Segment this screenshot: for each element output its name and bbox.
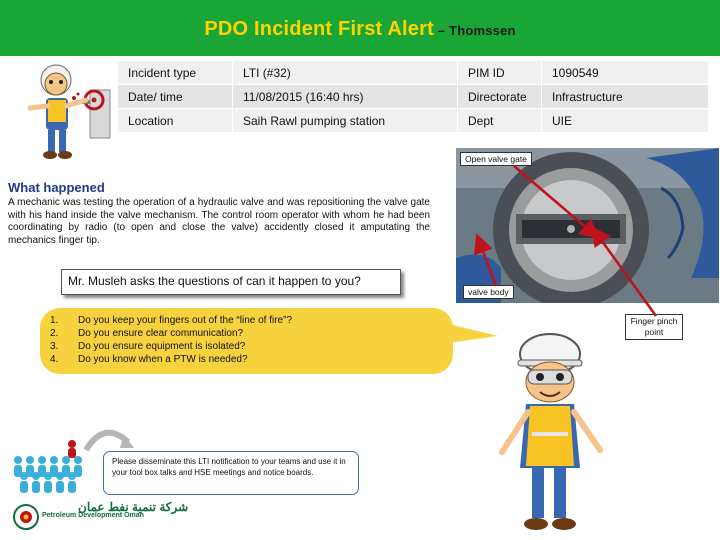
list-item: 4. Do you know when a PTW is needed?: [50, 354, 248, 365]
question-box: Mr. Musleh asks the questions of can it happen to you?: [61, 269, 401, 295]
workforce-crowd-icon: [10, 430, 90, 498]
list-item: 1. Do you keep your fingers out of the “line of fire”?: [50, 315, 293, 326]
directorate-value: Infrastructure: [542, 85, 709, 109]
open-valve-gate-label: Open valve gate: [460, 152, 532, 166]
date-time-value: 11/08/2015 (16:40 hrs): [233, 85, 458, 109]
what-happened-heading: What happened: [8, 180, 105, 195]
table-row: [118, 61, 709, 85]
date-time-label: Date/ time: [118, 85, 233, 109]
disseminate-note: Please disseminate this LTI notification to your teams and use it in your tool box talks and HSE meetings and notice boards.: [103, 451, 359, 495]
mascot-face: [45, 73, 67, 95]
arrow-open-gate: [514, 166, 596, 236]
mascot-musleh: [488, 332, 616, 540]
arrow-valve-body: [478, 238, 496, 286]
questions-list: [40, 308, 453, 366]
pdo-logo-arabic: شركة تنمية نفط عمان: [78, 500, 189, 514]
table-row: [118, 85, 709, 109]
curved-arrow-icon: [80, 420, 136, 454]
title-text: PDO Incident First Alert: [204, 18, 434, 40]
wall-panel: [90, 90, 110, 138]
list-item: 2. Do you ensure clear communication?: [50, 328, 244, 339]
pim-id-value: 1090549: [542, 61, 709, 85]
pdo-logo-icon: [12, 503, 40, 531]
page-title: [0, 18, 720, 41]
arrow-pinch-point: [594, 230, 656, 316]
mascot-valve-illustration: [14, 58, 114, 166]
questions-callout: [40, 308, 453, 374]
location-value: Saih Rawl pumping station: [233, 109, 458, 133]
incident-type-label: Incident type: [118, 61, 233, 85]
pdo-logo-text: Petroleum Development Oman: [42, 512, 144, 519]
title-subtitle: Thomssen: [449, 23, 516, 38]
location-label: Location: [118, 109, 233, 133]
valve-body-label: valve body: [463, 285, 514, 299]
title-separator: –: [433, 23, 450, 38]
what-happened-description: A mechanic was testing the operation of a hydraulic valve and was repositioning the valve gate with his hand inside the valve mechanism. The control room operator with whom he had been coordinating by radio (to open and close the valve) accidently closed it amputating the mechanics finger tip.: [8, 197, 430, 246]
dept-value: UIE: [542, 109, 709, 133]
directorate-label: Directorate: [458, 85, 542, 109]
header-banner: [0, 0, 720, 56]
pim-id-label: PIM ID: [458, 61, 542, 85]
incident-info-table: [117, 60, 709, 133]
photo-arrows: [456, 148, 720, 328]
list-item: 3. Do you ensure equipment is isolated?: [50, 341, 246, 352]
finger-pinch-label: Finger pinch point: [625, 314, 683, 340]
dept-label: Dept: [458, 109, 542, 133]
incident-type-value: LTI (#32): [233, 61, 458, 85]
table-row: [118, 109, 709, 133]
